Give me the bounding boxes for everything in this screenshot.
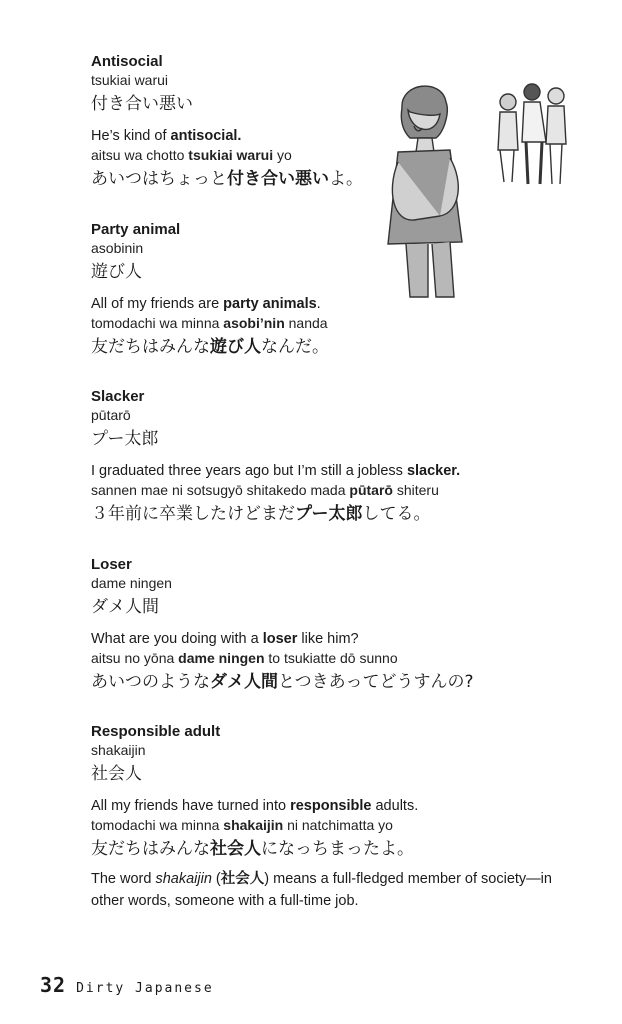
entry-romaji: dame ningen: [91, 575, 172, 591]
text-run: The word: [91, 871, 156, 887]
emphasis-text: dame ningen: [178, 650, 265, 666]
example-romaji: [91, 816, 561, 834]
entry-heading: Responsible adult: [91, 723, 221, 740]
example-japanese: [91, 836, 561, 862]
example: [91, 295, 381, 360]
emphasis-text: 遊び人: [210, 337, 261, 357]
page-number: 32: [40, 973, 67, 997]
text-run: tomodachi wa minna: [91, 315, 224, 331]
entry-japanese: 社会人: [91, 764, 142, 784]
emphasis-text: 社会人: [210, 839, 261, 859]
entry-heading: Loser: [91, 556, 132, 573]
text-run: He’s kind of: [91, 128, 171, 144]
emphasis-text: antisocial.: [170, 128, 242, 144]
entry-responsible-adult: [91, 722, 561, 912]
example-english: [91, 630, 561, 649]
text-run: になっちまったよ。: [261, 839, 414, 859]
example-romaji: [91, 314, 381, 332]
example: [91, 630, 561, 695]
example-japanese: [91, 669, 561, 695]
example-japanese: [91, 501, 561, 527]
emphasis-text: responsible: [290, 798, 372, 814]
example: [91, 462, 561, 527]
text-run: All of my friends are: [91, 296, 224, 312]
text-run: tomodachi wa minna: [91, 817, 224, 833]
text-run: ３年前に卒業したけどまだ: [91, 504, 295, 524]
text-run: What are you doing with a: [91, 631, 263, 647]
example-romaji: [91, 146, 381, 164]
text-run: I graduated three years ago but I’m still a jobless: [91, 463, 407, 479]
italic-text: shakaijin: [155, 871, 212, 887]
text-run: to tsukiatte dō sunno: [264, 650, 398, 666]
book-title: Dirty Japanese: [76, 981, 214, 996]
emphasis-text: 付き合い悪い: [227, 169, 329, 189]
emphasis-text: party animals: [223, 296, 317, 312]
text-run: なんだ。: [261, 337, 329, 357]
entry-party-animal: [91, 220, 381, 360]
text-run: あいつはちょっと: [91, 169, 227, 189]
example-english: [91, 797, 561, 816]
text-run: あいつのような: [91, 672, 210, 692]
page-footer: [40, 973, 214, 997]
entry-romaji: tsukiai warui: [91, 72, 169, 88]
example-japanese: [91, 166, 381, 192]
entry-slacker: [91, 387, 561, 527]
entry-japanese: 遊び人: [91, 262, 142, 282]
text-run: よ。: [329, 169, 363, 189]
entry-romaji: shakaijin: [91, 742, 146, 758]
example: [91, 797, 561, 862]
emphasis-text: pūtarō: [349, 482, 393, 498]
example-romaji: [91, 481, 561, 499]
illustration-antisocial-guy: [380, 72, 580, 302]
entry-heading: Slacker: [91, 388, 145, 405]
text-run: ni natchimatta yo: [283, 817, 393, 833]
example-english: [91, 462, 561, 481]
emphasis-text: プー太郎: [295, 504, 363, 524]
emphasis-text: ダメ人間: [210, 672, 278, 692]
entry-loser: [91, 555, 561, 695]
text-run: like him?: [297, 631, 359, 647]
text-run: (: [211, 871, 221, 887]
entry-japanese: プー太郎: [91, 429, 159, 449]
emphasis-text: 社会人: [220, 871, 265, 887]
entry-japanese: 付き合い悪い: [91, 94, 193, 114]
main-character: [388, 86, 462, 297]
example-romaji: [91, 649, 561, 667]
text-run: ) means a full-fledged member of society—in other words, someone with a full-time job.: [91, 871, 552, 909]
text-run: .: [316, 296, 321, 312]
text-run: aitsu no yōna: [91, 650, 179, 666]
emphasis-text: asobi’nin: [223, 315, 285, 331]
entry-romaji: pūtarō: [91, 407, 131, 423]
entry-romaji: asobinin: [91, 240, 144, 256]
example-japanese: [91, 334, 381, 360]
text-run: nanda: [284, 315, 328, 331]
text-run: とつきあってどうすんの?: [278, 672, 474, 692]
text-run: All my friends have turned into: [91, 798, 291, 814]
text-run: adults.: [371, 798, 419, 814]
example: [91, 127, 381, 192]
emphasis-text: loser: [262, 631, 298, 647]
text-run: shiteru: [392, 482, 439, 498]
entry-antisocial: [91, 52, 381, 192]
example-english: [91, 127, 381, 146]
friends-group: [498, 84, 566, 184]
text-run: 友だちはみんな: [91, 839, 210, 859]
text-run: yo: [273, 147, 292, 163]
text-run: aitsu wa chotto: [91, 147, 189, 163]
example-english: [91, 295, 381, 314]
entry-heading: Antisocial: [91, 53, 163, 70]
emphasis-text: tsukiai warui: [188, 147, 274, 163]
text-run: してる。: [362, 504, 431, 524]
entry-japanese: ダメ人間: [91, 597, 159, 617]
text-run: 友だちはみんな: [91, 337, 210, 357]
emphasis-text: shakaijin: [223, 817, 284, 833]
usage-note: [91, 868, 561, 912]
emphasis-text: slacker.: [406, 463, 461, 479]
entry-heading: Party animal: [91, 221, 181, 238]
text-run: sannen mae ni sotsugyō shitakedo mada: [91, 482, 350, 498]
